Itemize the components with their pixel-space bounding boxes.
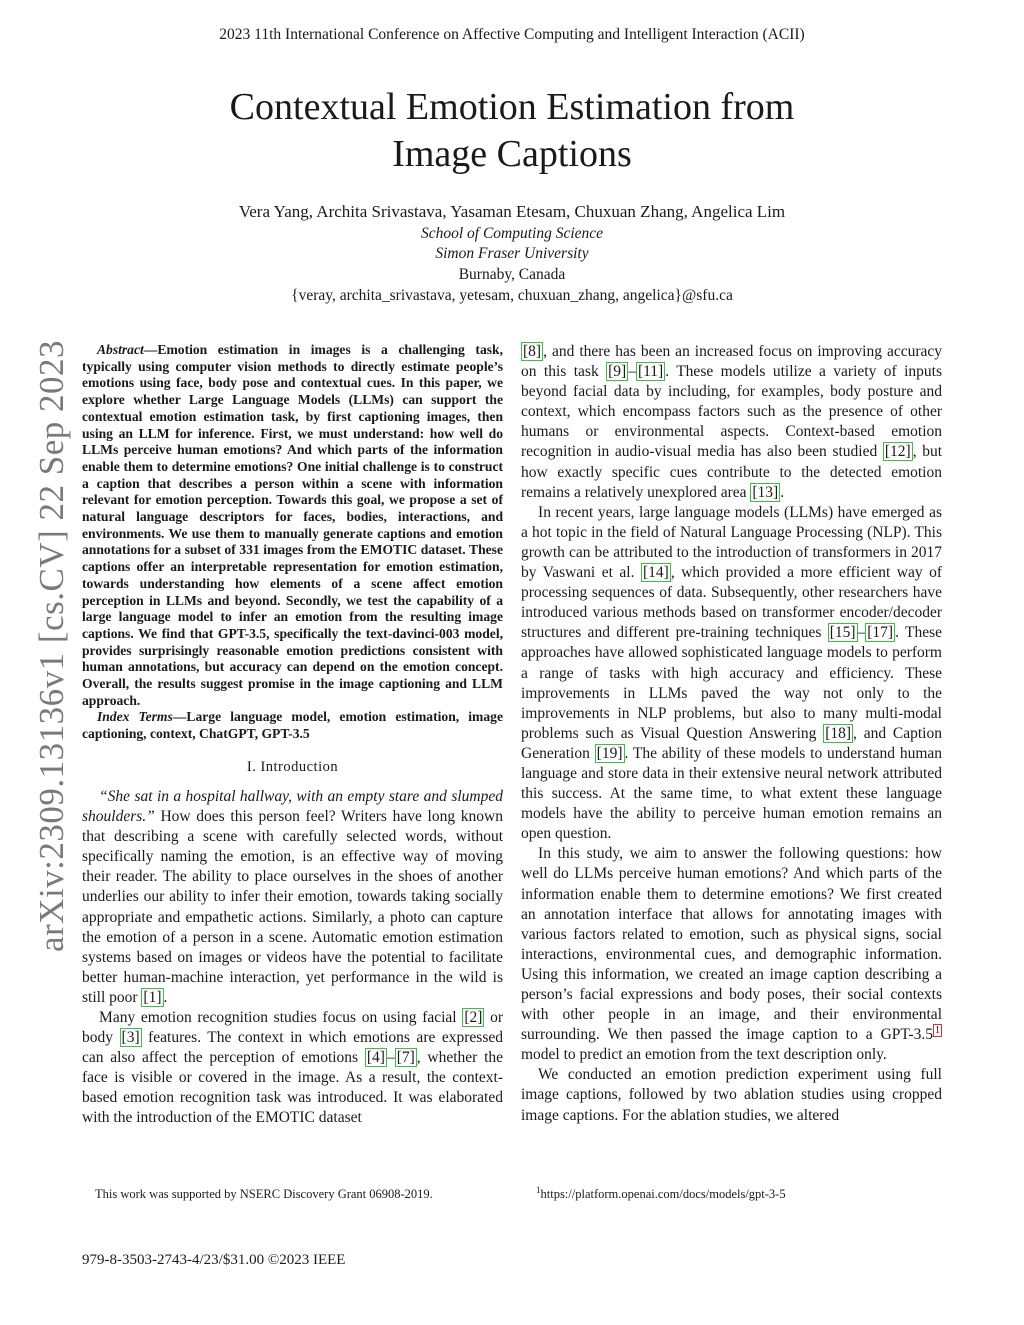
author-emails: {veray, archita_srivastava, yetesam, chuxuan_zhang, angelica}@sfu.ca: [291, 287, 733, 304]
citation-link[interactable]: [9]: [608, 363, 627, 381]
citation-link[interactable]: [11]: [637, 363, 664, 381]
citation-link[interactable]: [13]: [752, 483, 779, 501]
citation-link[interactable]: [4]: [366, 1049, 385, 1067]
funding-footnote: This work was supported by NSERC Discovery Grant 06908-2019.: [95, 1187, 433, 1201]
citation-link[interactable]: [3]: [121, 1029, 140, 1047]
intro-paragraph-1: “She sat in a hospital hallway, with an empty stare and slumped shoulders.” How does this person feel? Writers have long known that describing a scene with carefully selected words, without specifically naming the emotion, is an effective way of moving their reader. The ability to place ourselves in the shoes of another underlies our ability to infer their emotion, towards taking socially appropriate and empathetic actions. Similarly, a photo can capture the emotion of a person in a scene. Automatic emotion estimation systems based on images or videos have the potential to facilitate better human-machine interaction, yet performance in the wild is still poor [1] .: [82, 787, 503, 1006]
citation-link[interactable]: [8]: [523, 343, 542, 360]
citation-link[interactable]: [1]: [143, 988, 162, 1006]
footnote-number: 1: [536, 1185, 541, 1195]
intro-paragraph-5: We conducted an emotion prediction experiment using full image captions, followed by two ablation studies using cropped image captions. For the ablation studies, we altered: [521, 1066, 942, 1124]
footnote-link[interactable]: 1: [935, 1025, 940, 1037]
copyright-line: 979-8-3503-2743-4/23/$31.00 ©2023 IEEE: [82, 1252, 346, 1268]
intro-paragraph-2-continued: [8] , and there has been an increased focus on improving accuracy on this task [9] – [11] . These models utilize a variety of inputs beyond facial data by including, for examples, body posture and context, which encompass factors such as the presence of other humans or environmental aspects. Context-based emotion recognition in audio-visual media has also been studied [12] , but how exactly specific cues contribute to the detected emotion remains a relatively unexplored area [13] .: [521, 343, 942, 501]
intro-paragraph-3: In recent years, large language models (LLMs) have emerged as a hot topic in the field of Natural Language Processing (NLP). This growth can be attributed to the introduction of transformers in 2017 by Vaswani et al. [14] , which provided a more efficient way of processing sequences of data. Subsequently, other researchers have introduced various methods based on transformer encoder/decoder structures and different pre-training techniques [15] – [17] . These approaches have allowed sophisticated language models to perform a range of tasks with high accuracy and efficiency. These improvements in LLMs paved the way not only to the improvements in NLP problems, but also to many multi-modal problems such as Visual Question Answering [18] , and Caption Generation [19] . The ability of these models to understand human language and store data in their extensive neural network attributed this success. At the same time, to what extent these language models have the ability to perceive human emotion remains an open question.: [521, 503, 943, 843]
index-terms-text: —Large language model, emotion estimation, image captioning, context, ChatGPT, GPT-3.5: [82, 709, 503, 742]
affiliation-location: Burnaby, Canada: [458, 266, 566, 283]
conference-header: 2023 11th International Conference on Affective Computing and Intelligent Interaction (ACII): [219, 26, 805, 43]
arxiv-watermark: arXiv:2309.13136v1 [cs.CV] 22 Sep 2023: [32, 339, 71, 953]
right-column: [521, 342, 942, 1126]
citation-link[interactable]: [12]: [884, 443, 911, 461]
citation-link[interactable]: [19]: [596, 744, 623, 762]
citation-link[interactable]: [15]: [829, 624, 856, 642]
citation-link[interactable]: [7]: [396, 1049, 415, 1067]
citation-link[interactable]: [2]: [464, 1009, 483, 1026]
affiliation-university: Simon Fraser University: [435, 245, 589, 262]
opening-quote: “She sat in a hospital hallway, with an empty stare and slumped shoulders.”: [82, 787, 503, 826]
abstract: [82, 342, 503, 743]
footnote-url[interactable]: https://platform.openai.com/docs/models/gpt-3-5: [540, 1187, 786, 1202]
paper-title: [150, 84, 874, 178]
abstract-text: —Emotion estimation in images is a challenging task, typically using computer vision methods to directly estimate people’s emotions using face, body pose and contextual cues. In this paper, we explore whether Large Language Models (LLMs) can support the contextual emotion estimation task, by first captioning images, then using an LLM for inference. First, we must understand: how well do LLMs perceive human emotions? And which parts of the information enable them to determine emotions? One initial challenge is to construct a caption that describes a person within a scene with information relevant for emotion perception. Towards this goal, we propose a set of natural language descriptors for faces, bodies, interactions, and environments. We use them to manually generate captions and emotion annotations for a subset of 331 images from the EMOTIC dataset. These captions offer an interpretable representation for emotion estimation, towards understanding how elements of a scene affect emotion perception in LLMs and beyond. Secondly, we test the capability of a large language model to infer an emotion from the resulting image captions. We find that GPT-3.5, specifically the text-davinci-003 model, provides surprisingly reasonable emotion predictions consistent with human annotations, but accuracy can depend on the emotion concept. Overall, the results suggest promise in the image captioning and LLM approach.: [82, 342, 503, 708]
citation-link[interactable]: [18]: [825, 724, 852, 742]
author-list: Vera Yang, Archita Srivastava, Yasaman Etesam, Chuxuan Zhang, Angelica Lim: [238, 202, 786, 221]
intro-paragraph-4: In this study, we aim to answer the following questions: how well do LLMs perceive human emotions? And which parts of the information enable them to determine emotions? We first created an annotation interface that allows for annotating images with various factors related to emotion, such as physical signs, social interactions, environmental cues, and demographic information. Using this information, we created an image caption describing a person’s facial expressions and body poses, their social contexts with other people in an image, and their environmental surrounding. We then passed the image caption to a GPT-3.5 $^1$ model to predict an emotion from the text description only.: [521, 845, 942, 1064]
title-line-2: Image Captions: [392, 133, 632, 175]
index-terms-label: Index Terms: [96, 709, 173, 725]
affiliation-school: School of Computing Science: [420, 225, 604, 242]
citation-link[interactable]: [17]: [867, 624, 894, 642]
abstract-label: Abstract: [96, 342, 144, 357]
section-heading-introduction: I. Introduction: [246, 758, 339, 775]
intro-paragraph-2: Many emotion recognition studies focus on using facial [2] or body [3] features. The context in which emotions are expressed can also affect the perception of emotions [4] – [7] , whether the face is visible or covered in the image. As a result, the context-based emotion recognition task was introduced. It was elaborated with the introduction of the EMOTIC dataset: [82, 1009, 504, 1127]
left-column: [82, 342, 503, 1129]
citation-link[interactable]: [14]: [643, 564, 669, 582]
url-footnote: [536, 1185, 786, 1202]
title-line-1: Contextual Emotion Estimation from: [229, 86, 795, 128]
